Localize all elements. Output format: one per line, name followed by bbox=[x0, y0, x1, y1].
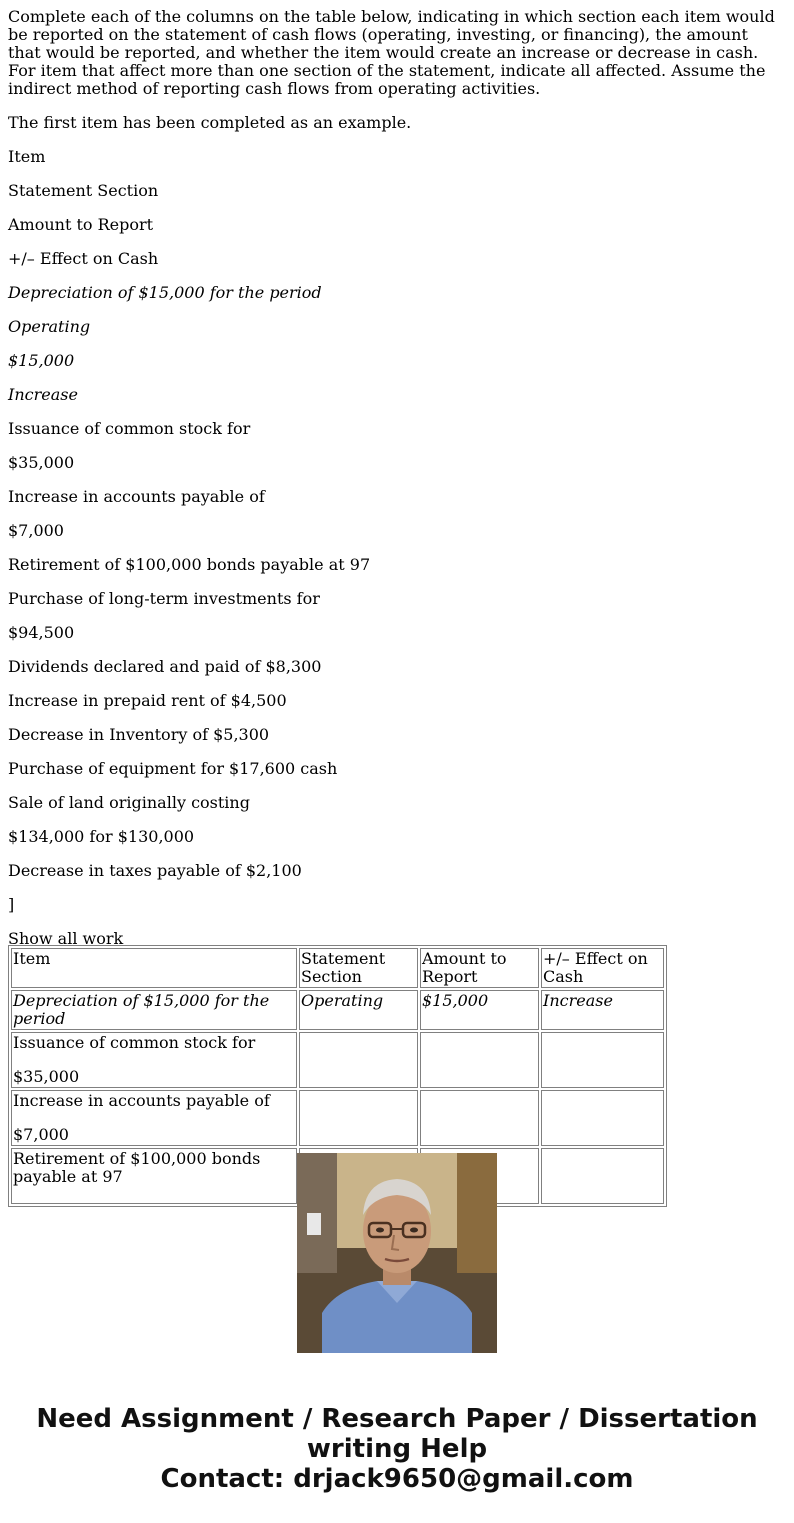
header-statement-section: Statement Section bbox=[299, 948, 418, 988]
promo-contact[interactable]: Contact: drjack9650@gmail.com bbox=[160, 1464, 634, 1494]
section-answer-cell[interactable] bbox=[299, 1090, 418, 1146]
question-line: Decrease in taxes payable of $2,100 bbox=[8, 861, 302, 880]
row-item-cell bbox=[11, 1032, 297, 1088]
question-line: Increase in prepaid rent of $4,500 bbox=[8, 691, 287, 710]
answer-table-viewport bbox=[8, 945, 668, 1186]
promo-line: Need Assignment / Research Paper / Dissertation bbox=[36, 1404, 758, 1434]
row-item-line: Issuance of common stock for bbox=[13, 1033, 256, 1052]
row-item-line: Increase in accounts payable of bbox=[13, 1091, 270, 1110]
section-answer-cell[interactable] bbox=[299, 1032, 418, 1088]
question-line: Retirement of $100,000 bonds payable at 97 bbox=[8, 555, 371, 574]
question-line: Decrease in Inventory of $5,300 bbox=[8, 725, 270, 744]
example-effect: Increase bbox=[541, 990, 664, 1030]
question-line: Sale of land originally costing bbox=[8, 793, 250, 812]
example-note: The first item has been completed as an example. bbox=[8, 113, 412, 132]
effect-answer-cell[interactable] bbox=[541, 1090, 664, 1146]
promo-line: writing Help bbox=[306, 1434, 488, 1464]
header-effect: +/– Effect on Cash bbox=[541, 948, 664, 988]
line-gap bbox=[13, 1186, 295, 1202]
amount-answer-cell[interactable] bbox=[420, 1090, 539, 1146]
question-body bbox=[8, 8, 784, 964]
question-line: Depreciation of $15,000 for the period bbox=[8, 283, 322, 302]
header-amount: Amount to Report bbox=[420, 948, 539, 988]
question-line: $7,000 bbox=[8, 521, 64, 540]
effect-answer-cell[interactable] bbox=[541, 1148, 664, 1204]
question-line: Purchase of long-term investments for bbox=[8, 589, 320, 608]
question-line: $134,000 for $130,000 bbox=[8, 827, 195, 846]
question-line: ] bbox=[8, 895, 15, 914]
line-gap bbox=[13, 1110, 295, 1126]
amount-answer-cell[interactable] bbox=[420, 1032, 539, 1088]
question-line: $15,000 bbox=[8, 351, 75, 370]
question-line: Item bbox=[8, 147, 46, 166]
question-line: Increase in accounts payable of bbox=[8, 487, 265, 506]
promo-banner bbox=[0, 1404, 794, 1494]
question-line: Purchase of equipment for $17,600 cash bbox=[8, 759, 338, 778]
tutor-avatar bbox=[297, 1153, 497, 1353]
example-row bbox=[11, 990, 664, 1030]
question-line: $35,000 bbox=[8, 453, 75, 472]
example-amount: $15,000 bbox=[420, 990, 539, 1030]
table-row bbox=[11, 1090, 664, 1146]
line-gap bbox=[13, 1052, 295, 1068]
tutor-portrait-illustration bbox=[297, 1153, 497, 1353]
example-section: Operating bbox=[299, 990, 418, 1030]
question-line: Operating bbox=[8, 317, 91, 336]
table-row bbox=[11, 1032, 664, 1088]
row-item-line: $35,000 bbox=[13, 1067, 80, 1086]
row-item-cell bbox=[11, 1090, 297, 1146]
example-item: Depreciation of $15,000 for the period bbox=[11, 990, 297, 1030]
question-line: Dividends declared and paid of $8,300 bbox=[8, 657, 322, 676]
table-header-row bbox=[11, 948, 664, 988]
question-line: Increase bbox=[8, 385, 78, 404]
effect-answer-cell[interactable] bbox=[541, 1032, 664, 1088]
question-line: Statement Section bbox=[8, 181, 159, 200]
row-item-line: $7,000 bbox=[13, 1125, 69, 1144]
question-line: +/– Effect on Cash bbox=[8, 249, 159, 268]
header-item: Item bbox=[11, 948, 297, 988]
row-item-line: Retirement of $100,000 bonds payable at 97 bbox=[13, 1149, 261, 1186]
question-line: Issuance of common stock for bbox=[8, 419, 251, 438]
question-line: $94,500 bbox=[8, 623, 75, 642]
question-line: Amount to Report bbox=[8, 215, 154, 234]
show-work-line: Show all work bbox=[8, 929, 124, 948]
row-item-cell bbox=[11, 1148, 297, 1204]
question-intro: Complete each of the columns on the table below, indicating in which section each item would be reported on the statement of cash flows (operating, investing, or financing), the amount that would be reported, and whether the item would create an increase or decrease in cash. For item that affect more than one section of the statement, indicate all affected. Assume the indirect method of reporting cash flows from operating activities. bbox=[8, 7, 775, 98]
